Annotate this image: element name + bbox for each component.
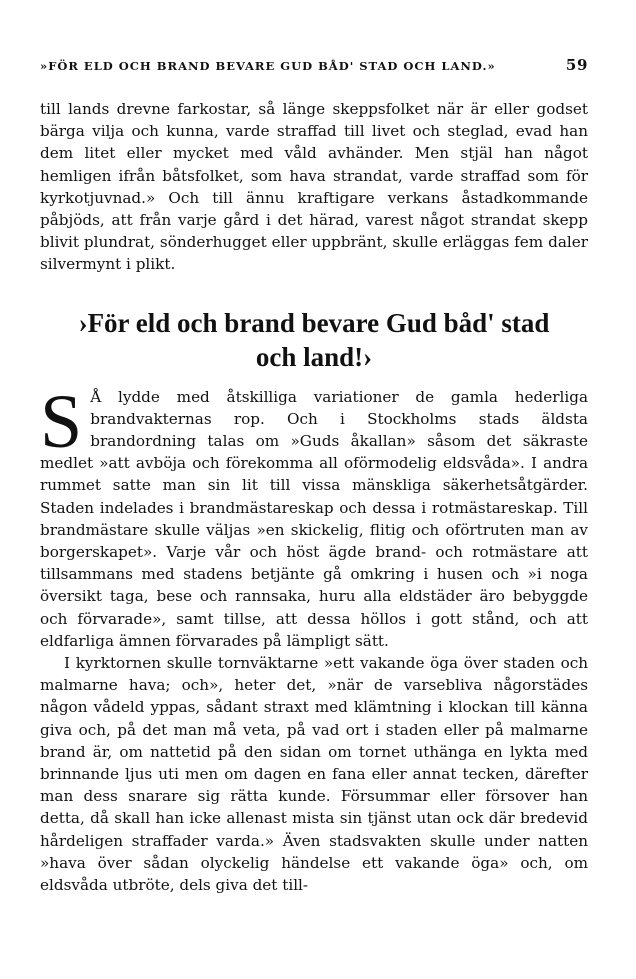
running-title: »FÖR ELD OCH BRAND BEVARE GUD BÅD' STAD OCH LAND.» [40, 59, 496, 73]
section-heading [50, 306, 578, 374]
section-heading-line-2: och land!› [255, 341, 373, 372]
running-header [40, 56, 588, 74]
drop-cap: S [40, 379, 83, 464]
page-number: 59 [565, 56, 588, 74]
section-heading-line-1: ›För eld och brand bevare Gud båd' stad [78, 307, 550, 338]
section-paragraph-1 [40, 379, 588, 652]
section-paragraph-2: I kyrktornen skulle tornväktarne »ett vakande öga över staden och malmarne hava; och», heter det, »när de varsebliva någorstädes någon vådeld yppas, sådant straxt med klämtning i klockan till känna giva och, på det man må veta, på vad ort i staden eller på malmarne brand är, om nattetid på den sidan om tornet uthänga en lykta med brinnande ljus uti men om dagen en fana eller annat tecken, därefter man dess snarare sig rätta kunde. Försummar eller försover han detta, då skall han icke allenast mista sin tjänst utan ock där bredevid hårdeligen straffader varda.» Även stadsvakten skulle under natten »hava över sådan olyckelig händelse ett vakande öga» och, om eldsvåda utbröte, dels giva det till- [40, 654, 588, 895]
intro-paragraph: till lands drevne farkostar, så länge skeppsfolket när är eller godset bärga vilja och kunna, varde straffad till livet och steglad, evad han dem litet eller mycket med våld avhänder. Men stjäl han något hemligen ifrån båtsfolket, som hava strandat, varde straffad som för kyrkotjuvnad.» Och till ännu kraftigare verkans åstadkommande påbjöds, att från varje gård i det härad, varest något strandat skepp blivit plundrat, sönderhugget eller uppbränt, skulle erläggas fem daler silvermynt i plikt. [40, 100, 588, 274]
section-paragraph-1-text: Å lydde med åtskilliga variationer de gamla hederliga brandvakternas rop. Och i Stockholms stads äldsta brandordning talas om »Guds åkallan» såsom det säkraste medlet »att avböja och förekomma all oförmodelig eldsvåda». I andra rummet satte man sin lit till vissa mänskliga säkerhetsåtgärder. Staden indelades i brandmästareskap och dessa i rotmästareskap. Till brandmästare skulle väljas »en skickelig, flitig och oförtruten man av borgerskapet». Varje vår och höst ägde brand- och rotmästare att tillsammans med stadens betjänte gå omkring i husen och »i noga översikt taga, bese och rannsaka, huru alla eldstäder äro bebyggde och förvarade», samt tillse, att dessa höllos i gott stånd, och att eldfarliga ämnen förvarades på lämpligt sätt. [40, 387, 588, 650]
book-page [40, 56, 588, 896]
